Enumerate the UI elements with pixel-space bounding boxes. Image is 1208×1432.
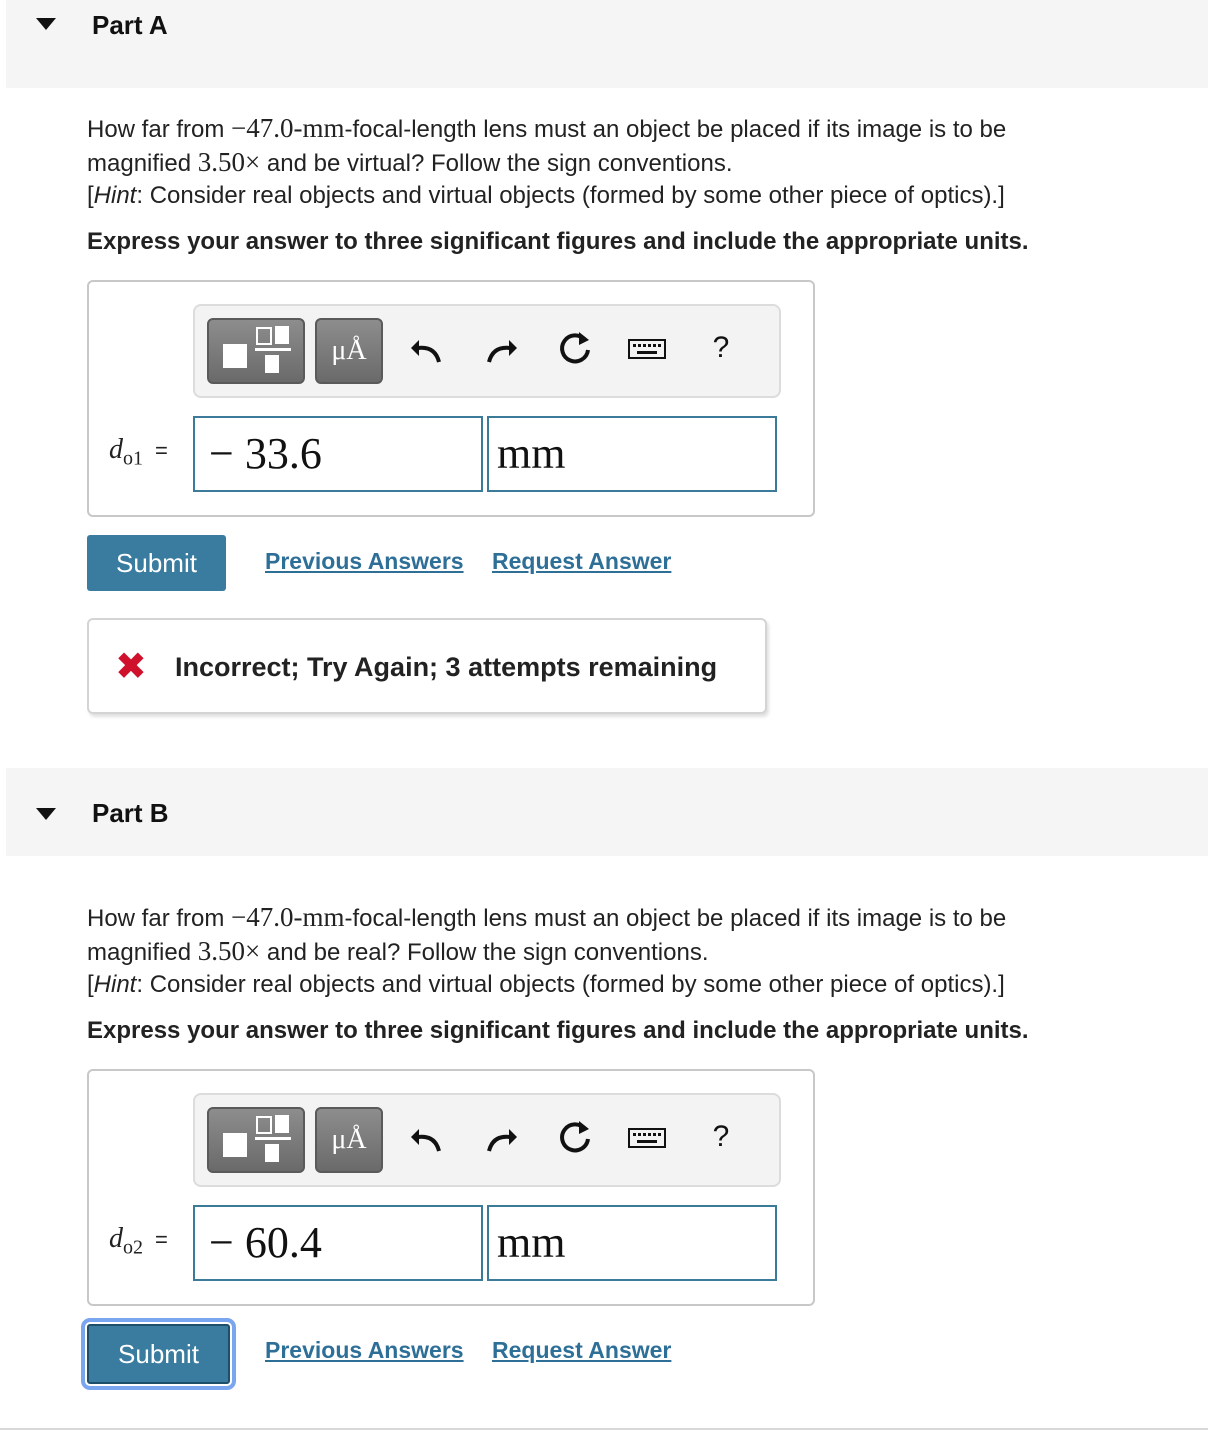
equals-sign: = — [155, 438, 168, 463]
part-a-request-answer-link[interactable]: Request Answer — [492, 548, 672, 574]
reset-icon[interactable] — [555, 1117, 595, 1157]
question-text: How far from — [87, 116, 232, 143]
part-a-previous-answers-link[interactable]: Previous Answers — [265, 548, 464, 574]
math-toolbar — [193, 1093, 781, 1187]
question-text: and be virtual? Follow the sign conventions. — [260, 150, 733, 177]
units-button[interactable] — [315, 1107, 383, 1173]
redo-icon[interactable] — [481, 1117, 521, 1157]
help-label: ? — [712, 331, 730, 364]
collapse-caret-icon[interactable] — [36, 18, 56, 30]
part-b-instruction: Express your answer to three significant figures and include the appropriate units. — [87, 1017, 1029, 1044]
part-a-instruction: Express your answer to three significant figures and include the appropriate units. — [87, 228, 1029, 255]
math-toolbar — [193, 304, 781, 398]
fraction-template-icon — [209, 320, 303, 382]
part-a-title: Part A — [92, 10, 168, 40]
value-text: − 33.6 — [209, 429, 322, 478]
keyboard-icon[interactable] — [627, 328, 667, 368]
hint-text: : Consider real objects and virtual objects (formed by some other piece of optics).] — [136, 971, 1005, 998]
unit-input[interactable] — [487, 416, 777, 492]
templates-button[interactable] — [207, 1107, 305, 1173]
templates-button[interactable] — [207, 318, 305, 384]
question-text: -focal-length lens must an object be placed if its image is to be — [344, 116, 1007, 143]
part-b-header[interactable] — [6, 768, 1208, 856]
part-a-submit-button[interactable]: Submit — [87, 535, 226, 591]
units-label: μÅ — [331, 1124, 367, 1155]
part-a-question — [87, 112, 1127, 212]
hint-label: Hint — [93, 971, 137, 998]
page-bottom-divider — [0, 1428, 1208, 1430]
part-b-title: Part B — [92, 798, 169, 828]
question-text: -focal-length lens must an object be placed if its image is to be — [344, 905, 1007, 932]
variable-subscript: o1 — [123, 447, 143, 470]
unit-text: mm — [497, 429, 566, 478]
hint-bracket: [ — [87, 182, 94, 209]
value-text: − 60.4 — [209, 1218, 322, 1267]
unit-input[interactable] — [487, 1205, 777, 1281]
reset-icon[interactable] — [555, 328, 595, 368]
part-a-answer-box — [87, 280, 815, 517]
hint-text: : Consider real objects and virtual objects (formed by some other piece of optics).] — [136, 182, 1005, 209]
equals-sign: = — [155, 1227, 168, 1252]
value-input[interactable] — [193, 1205, 483, 1281]
undo-icon[interactable] — [407, 1117, 447, 1157]
help-button[interactable] — [701, 328, 741, 368]
variable-subscript: o2 — [123, 1236, 143, 1259]
part-b-previous-answers-link[interactable]: Previous Answers — [265, 1337, 464, 1363]
variable-label — [109, 434, 168, 471]
variable-label — [109, 1223, 168, 1260]
question-text: How far from — [87, 905, 232, 932]
focal-length-value: −47.0-mm — [231, 902, 345, 932]
part-b-answer-box — [87, 1069, 815, 1306]
question-text: and be real? Follow the sign conventions. — [260, 939, 709, 966]
fraction-template-icon — [209, 1109, 303, 1171]
help-button[interactable] — [701, 1117, 741, 1157]
magnification-value: 3.50× — [197, 936, 261, 966]
question-text: magnified — [87, 150, 198, 177]
units-button[interactable] — [315, 318, 383, 384]
feedback-message: Incorrect; Try Again; 3 attempts remaining — [175, 652, 718, 682]
part-b-question — [87, 901, 1127, 1001]
hint-bracket: [ — [87, 971, 94, 998]
part-b-submit-button[interactable]: Submit — [87, 1324, 230, 1384]
focal-length-value: −47.0-mm — [231, 113, 345, 143]
unit-text: mm — [497, 1218, 566, 1267]
variable-symbol: d — [109, 434, 123, 465]
units-label: μÅ — [331, 335, 367, 366]
part-b-request-answer-link[interactable]: Request Answer — [492, 1337, 672, 1363]
part-a-feedback — [87, 618, 767, 714]
value-input[interactable] — [193, 416, 483, 492]
keyboard-icon[interactable] — [627, 1117, 667, 1157]
redo-icon[interactable] — [481, 328, 521, 368]
help-label: ? — [712, 1120, 730, 1153]
collapse-caret-icon[interactable] — [36, 808, 56, 820]
question-text: magnified — [87, 939, 198, 966]
part-a-header[interactable] — [6, 0, 1208, 88]
magnification-value: 3.50× — [197, 147, 261, 177]
x-mark-icon: ✖ — [115, 646, 147, 688]
hint-label: Hint — [93, 182, 137, 209]
undo-icon[interactable] — [407, 328, 447, 368]
variable-symbol: d — [109, 1223, 123, 1254]
